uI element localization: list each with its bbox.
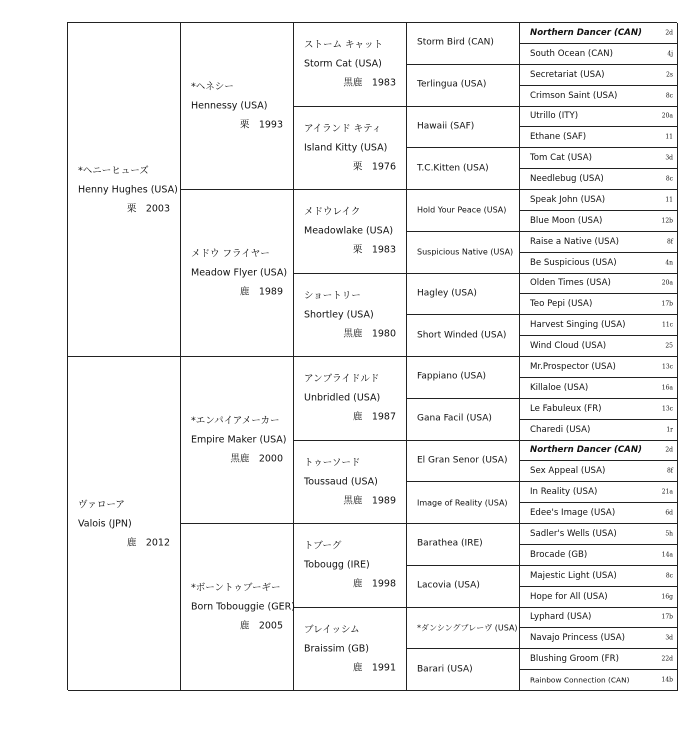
horse-cell [520,336,678,357]
family-number: 8c [665,572,673,580]
horse-name: El Gran Senor (USA) [417,455,508,466]
horse-entry [294,286,406,343]
horse-entry [407,577,519,596]
family-number: 17b [661,300,673,308]
horse-entry [294,203,406,260]
family-number: 20a [661,279,673,287]
horse-name: Fappiano (USA) [417,371,487,382]
family-number: 2d [665,29,673,37]
horse-name: Needlebug (USA) [530,174,604,185]
horse-name: Storm Bird (CAN) [417,37,494,48]
horse-cell [520,524,678,545]
horse-cell [520,148,678,169]
horse-cell [181,23,294,190]
horse-name: Wind Cloud (USA) [530,341,607,352]
horse-name: Hold Your Peace (USA) [417,205,507,215]
horse-entry [407,201,519,220]
horse-name: Tom Cat (USA) [530,153,593,164]
family-number: 11 [665,133,673,141]
horse-name-kana: ヴァローア [78,499,125,510]
horse-cell [520,169,678,190]
horse-entry [407,451,519,470]
horse-entry [181,579,293,636]
horse-name-kana: メドウレイク [304,206,361,218]
family-number: 3d [665,634,673,642]
horse-name: Meadow Flyer (USA) [191,267,288,279]
horse-cell [294,107,407,191]
horse-name: *ダンシングブレーヴ (USA) [417,623,518,633]
horse-name: Sex Appeal (USA) [530,466,606,477]
family-number: 14b [661,676,673,684]
horse-name: Secretariat (USA) [530,69,605,80]
horse-cell [520,441,678,462]
family-number: 5h [665,530,673,538]
horse-cell [520,378,678,399]
horse-name: Navajo Princess (USA) [530,633,626,644]
horse-cell [520,65,678,86]
family-number: 22d [661,655,673,663]
horse-color-year: 鹿 1989 [239,286,283,298]
horse-color-year: 栗 1993 [239,119,283,131]
horse-name-kana: アンブライドルド [304,373,380,385]
horse-cell [520,315,678,336]
horse-cell [407,65,520,107]
horse-entry [407,493,519,512]
family-number: 3d [665,154,673,162]
horse-cell [520,107,678,128]
horse-name: Raise a Native (USA) [530,236,619,247]
horse-cell [520,461,678,482]
family-number: 1r [666,426,673,434]
horse-cell [520,503,678,524]
horse-cell [520,357,678,378]
horse-name: Terlingua (USA) [417,79,487,90]
horse-name: Valois (JPN) [78,518,132,529]
horse-cell [294,23,407,107]
horse-entry [407,618,519,637]
horse-name-kana: *ヘネシー [191,81,234,93]
horse-name: Northern Dancer (CAN) [530,445,642,456]
horse-entry [294,453,406,510]
horse-name-kana: メドウ フライヤー [191,248,270,260]
horse-cell [520,566,678,587]
horse-name: Hennessy (USA) [191,100,268,112]
horse-name: Braissim (GB) [304,643,369,655]
family-number: 8f [666,467,673,475]
horse-name: Killaloe (USA) [530,382,589,393]
horse-entry [407,34,519,53]
horse-color-year: 栗 1976 [352,161,396,173]
horse-cell [520,294,678,315]
family-number: 14a [661,551,673,559]
family-number: 13c [662,405,673,413]
family-number: 11 [665,196,673,204]
horse-cell [520,587,678,608]
horse-cell [294,608,407,692]
family-number: 8c [665,92,673,100]
horse-cell [520,253,678,274]
horse-name-kana: ショートリー [304,290,361,302]
horse-name: Barari (USA) [417,664,473,675]
horse-color-year: 鹿 1991 [352,662,396,674]
family-number: 25 [665,342,673,350]
horse-cell [520,44,678,65]
horse-cell [181,524,294,691]
horse-name: Mr.Prospector (USA) [530,361,616,372]
horse-color-year: 鹿 2012 [126,537,170,548]
horse-name: Charedi (USA) [530,424,591,435]
horse-name: Barathea (IRE) [417,538,483,549]
horse-cell [294,274,407,358]
horse-cell [181,357,294,524]
horse-name: Tobougg (IRE) [304,559,370,571]
horse-entry [407,117,519,136]
horse-name: Hope for All (USA) [530,591,608,602]
horse-color-year: 栗 2003 [126,203,170,214]
horse-cell [407,107,520,149]
family-number: 2d [665,446,673,454]
horse-entry [294,370,406,427]
horse-cell [520,127,678,148]
horse-entry [181,245,293,302]
horse-color-year: 黒鹿 1989 [343,495,396,507]
horse-cell [520,23,678,44]
horse-cell [294,441,407,525]
horse-cell [407,190,520,232]
horse-cell [407,23,520,65]
horse-entry [68,161,180,218]
horse-name: Short Winded (USA) [417,330,507,341]
horse-name: Image of Reality (USA) [417,498,508,508]
family-number: 16a [661,384,673,392]
horse-name: South Ocean (CAN) [530,48,613,59]
horse-name: Unbridled (USA) [304,392,381,404]
horse-cell [407,399,520,441]
horse-color-year: 鹿 2005 [239,620,283,632]
horse-cell [520,670,678,691]
horse-color-year: 鹿 1998 [352,578,396,590]
horse-name-kana: トブーグ [304,540,342,552]
family-number: 20a [661,112,673,120]
horse-name-kana: トゥーソード [304,457,361,469]
horse-cell [520,545,678,566]
horse-name: Lacovia (USA) [417,580,480,591]
horse-entry [407,243,519,262]
horse-color-year: 鹿 1987 [352,411,396,423]
horse-cell [407,357,520,399]
family-number: 4n [665,259,673,267]
family-number: 4j [667,50,673,58]
horse-name: Brocade (GB) [530,549,588,560]
horse-name: Born Tobouggie (GER) [191,601,295,613]
pedigree-table [67,22,677,690]
horse-name: Hawaii (SAF) [417,121,475,132]
horse-cell [407,649,520,691]
horse-cell [520,86,678,107]
horse-cell [407,524,520,566]
horse-cell [520,649,678,670]
horse-color-year: 栗 1983 [352,244,396,256]
horse-name: Crimson Saint (USA) [530,90,618,101]
horse-name: Meadowlake (USA) [304,225,394,237]
horse-name: Utrillo (ITY) [530,111,579,122]
horse-entry [407,368,519,387]
horse-entry [407,326,519,345]
horse-entry [68,495,180,552]
horse-cell [407,232,520,274]
horse-cell [407,441,520,483]
horse-name-kana: *ヘニーヒューズ [78,165,149,176]
horse-entry [294,620,406,677]
horse-entry [407,410,519,429]
horse-cell [520,211,678,232]
horse-name: Gana Facil (USA) [417,413,492,424]
horse-entry [407,76,519,95]
horse-name: Le Fabuleux (FR) [530,403,602,414]
horse-entry [181,412,293,469]
horse-cell [407,315,520,357]
family-number: 16g [661,593,673,601]
horse-cell [520,399,678,420]
horse-name-kana: ブレイッシム [304,624,360,636]
horse-name-kana: *ボーントゥブーギー [191,582,281,594]
horse-name: Hagley (USA) [417,288,477,299]
horse-name-kana: ストーム キャット [304,39,384,51]
horse-cell [520,232,678,253]
horse-name: Ethane (SAF) [530,132,587,143]
family-number: 17b [661,613,673,621]
family-number: 6d [665,509,673,517]
horse-entry [407,159,519,178]
horse-cell [520,608,678,629]
family-number: 12b [661,217,673,225]
horse-name-kana: *エンパイアメーカー [191,415,280,427]
horse-name: Suspicious Native (USA) [417,247,514,257]
horse-name: Majestic Light (USA) [530,570,617,581]
family-number: 8f [666,238,673,246]
horse-name-kana: アイランド キティ [304,123,382,135]
horse-name: Harvest Singing (USA) [530,320,626,331]
horse-cell [520,190,678,211]
family-number: 11c [662,321,673,329]
horse-cell [520,482,678,503]
horse-color-year: 黒鹿 1983 [343,77,396,89]
horse-cell [407,148,520,190]
family-number: 2s [666,71,673,79]
family-number: 13c [662,363,673,371]
horse-name: Speak John (USA) [530,194,606,205]
horse-entry [181,78,293,135]
horse-cell [407,274,520,316]
horse-name: Storm Cat (USA) [304,58,382,70]
horse-name: In Reality (USA) [530,487,598,498]
horse-color-year: 黒鹿 2000 [230,453,283,465]
horse-cell [520,274,678,295]
horse-name: Lyphard (USA) [530,612,592,623]
horse-name: Sadler's Wells (USA) [530,528,617,539]
horse-entry [407,660,519,679]
horse-entry [294,537,406,594]
horse-cell [520,628,678,649]
horse-name: Toussaud (USA) [304,476,378,488]
family-number: 8c [665,175,673,183]
horse-name: Island Kitty (USA) [304,142,388,154]
horse-name: T.C.Kitten (USA) [417,163,489,174]
horse-name: Blue Moon (USA) [530,215,603,226]
horse-name: Teo Pepi (USA) [530,299,593,310]
horse-entry [407,284,519,303]
horse-entry [294,119,406,176]
horse-cell [181,190,294,357]
horse-entry [294,36,406,93]
horse-cell [520,420,678,441]
horse-name: Shortley (USA) [304,309,374,321]
horse-cell [407,608,520,650]
horse-entry [407,535,519,554]
horse-cell [407,566,520,608]
horse-cell [407,482,520,524]
horse-cell [68,357,181,691]
family-number: 21a [661,488,673,496]
horse-name: Empire Maker (USA) [191,434,287,446]
horse-name: Northern Dancer (CAN) [530,27,642,38]
horse-color-year: 黒鹿 1980 [343,328,396,340]
horse-name: Blushing Groom (FR) [530,654,619,665]
horse-name: Edee's Image (USA) [530,508,616,519]
horse-cell [294,524,407,608]
horse-cell [294,190,407,274]
horse-name: Olden Times (USA) [530,278,611,289]
horse-name: Rainbow Connection (CAN) [530,675,630,685]
horse-cell [294,357,407,441]
horse-name: Be Suspicious (USA) [530,257,617,268]
horse-cell [68,23,181,357]
horse-name: Henny Hughes (USA) [78,184,178,195]
